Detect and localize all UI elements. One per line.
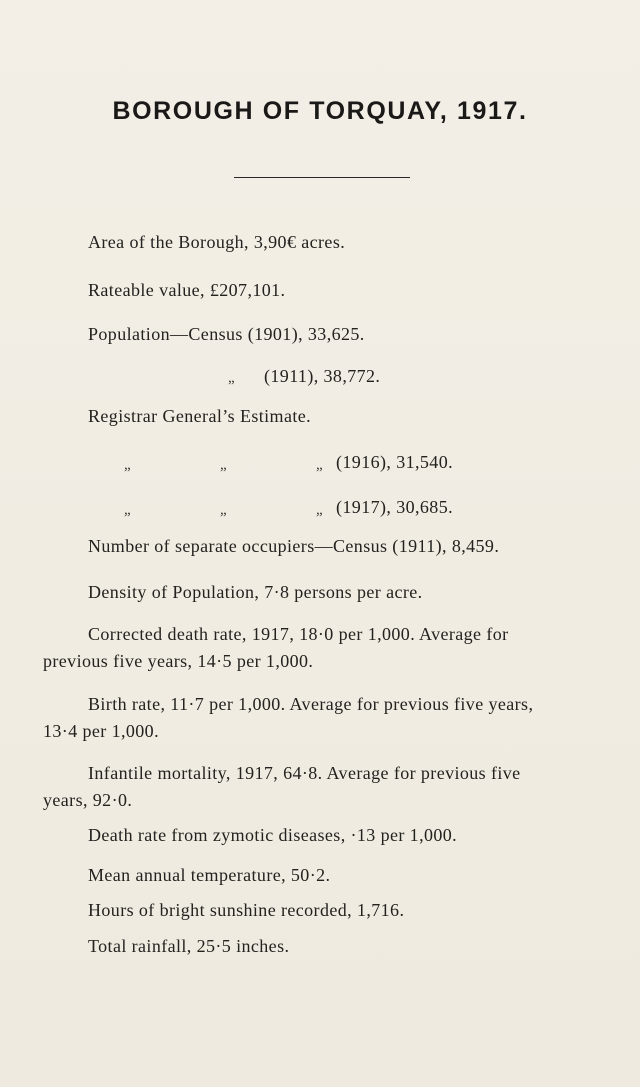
title-divider <box>234 177 410 178</box>
estimate-1916-line: (1916), 31,540. <box>336 452 453 472</box>
estimate-1916-ditto-2: „ <box>220 457 227 473</box>
rainfall-line: Total rainfall, 25·5 inches. <box>88 936 290 956</box>
census-1911-ditto: „ <box>228 370 235 386</box>
estimate-1917-ditto-2: „ <box>220 502 227 518</box>
death-rate-line-1: Corrected death rate, 1917, 18·0 per 1,000. Average for <box>88 624 509 644</box>
infant-mortality-line-1: Infantile mortality, 1917, 64·8. Average for previous five <box>88 763 521 783</box>
page-title: BOROUGH OF TORQUAY, 1917. <box>112 97 528 125</box>
estimate-1917-line: (1917), 30,685. <box>336 497 453 517</box>
sunshine-line: Hours of bright sunshine recorded, 1,716. <box>88 900 405 920</box>
registrar-estimate-heading: Registrar General’s Estimate. <box>88 406 312 426</box>
census-1911-line: (1911), 38,772. <box>264 366 381 386</box>
birth-rate-line-1: Birth rate, 11·7 per 1,000. Average for previous five years, <box>88 694 534 714</box>
census-1901-line: Population—Census (1901), 33,625. <box>88 324 365 344</box>
temperature-line: Mean annual temperature, 50·2. <box>88 865 331 885</box>
infant-mortality-line-2: years, 92·0. <box>43 790 133 810</box>
area-line: Area of the Borough, 3,90€ acres. <box>88 232 346 252</box>
density-line: Density of Population, 7·8 persons per acre. <box>88 582 423 602</box>
estimate-1917-ditto-3: „ <box>316 502 323 518</box>
estimate-1916-ditto-3: „ <box>316 457 323 473</box>
estimate-1917-ditto-1: „ <box>124 502 131 518</box>
occupiers-line: Number of separate occupiers—Census (1911), 8,459. <box>88 536 500 556</box>
death-rate-line-2: previous five years, 14·5 per 1,000. <box>43 651 314 671</box>
rateable-value-line: Rateable value, £207,101. <box>88 280 286 300</box>
estimate-1916-ditto-1: „ <box>124 457 131 473</box>
birth-rate-line-2: 13·4 per 1,000. <box>43 721 159 741</box>
zymotic-line: Death rate from zymotic diseases, ·13 per 1,000. <box>88 825 458 845</box>
